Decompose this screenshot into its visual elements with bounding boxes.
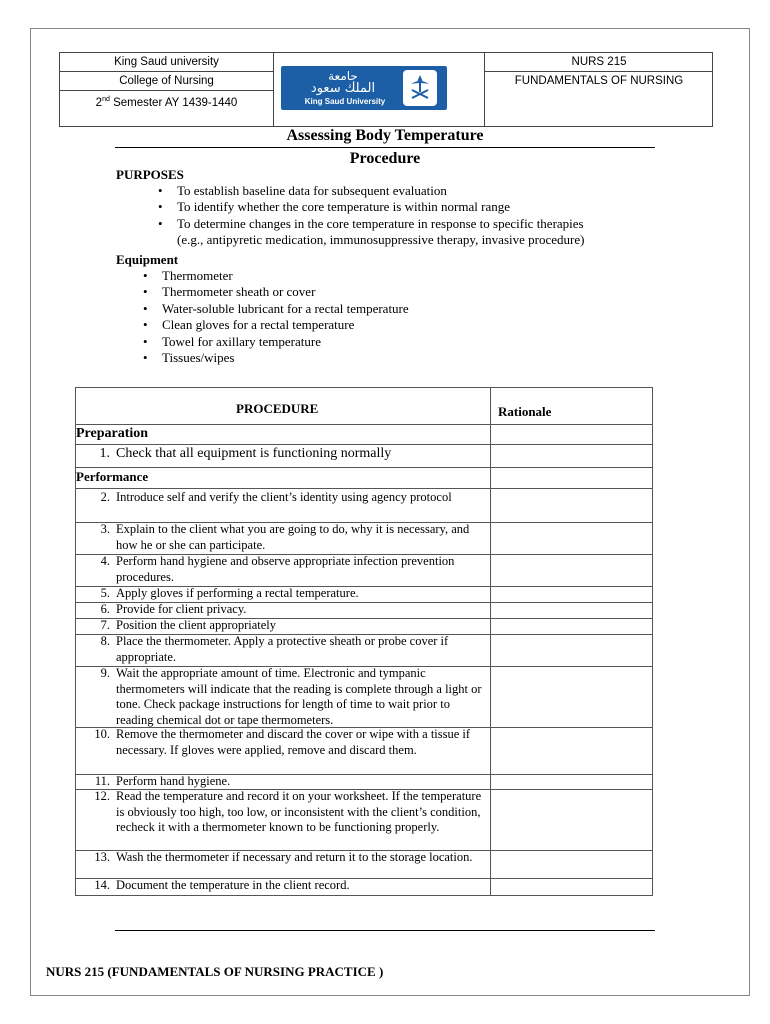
list-item-continuation: (e.g., antipyretic medication, immunosuppressive therapy, invasive procedure) [177, 232, 585, 248]
course-code: NURS 215 [485, 53, 713, 72]
list-item: • To identify whether the core temperature is within normal range [158, 199, 510, 215]
logo-english-text: King Saud University [304, 97, 386, 106]
table-row-divider [76, 444, 652, 445]
equipment-list [138, 268, 538, 366]
list-item: • Water-soluble lubricant for a rectal temperature [143, 300, 409, 316]
list-item: • Tissues/wipes [143, 350, 235, 366]
equipment-heading: Equipment [116, 252, 179, 267]
list-item: • Towel for axillary temperature [143, 333, 321, 349]
institution-block [60, 53, 274, 126]
emblem-icon [403, 70, 437, 106]
preparation-label: Preparation [76, 426, 149, 441]
footer-divider [115, 930, 655, 931]
document-header [59, 52, 713, 127]
course-block [484, 53, 713, 126]
list-item: • To establish baseline data for subsequent evaluation [158, 183, 447, 198]
purposes-list [153, 183, 653, 249]
list-item: • Thermometer [143, 268, 233, 283]
course-name: FUNDAMENTALS OF NURSING [514, 75, 684, 87]
page-footer: NURS 215 (FUNDAMENTALS OF NURSING PRACTICE ) [46, 964, 384, 979]
procedure-column-header: PROCEDURE [236, 401, 319, 416]
column-divider [490, 388, 491, 895]
table-row-divider [76, 488, 652, 489]
performance-label: Performance [76, 469, 149, 484]
purposes-heading: PURPOSES [116, 167, 184, 182]
rationale-column-header: Rationale [498, 404, 552, 419]
university-name: King Saud university [60, 53, 273, 72]
list-item: • Clean gloves for a rectal temperature [143, 317, 355, 333]
title-divider [115, 147, 655, 148]
list-item: • Thermometer sheath or cover [143, 284, 316, 300]
page-title: Assessing Body Temperature [286, 127, 484, 144]
semester-label: 2nd Semester AY 1439-1440 [95, 96, 238, 109]
procedure-table: PROCEDURE Rationale Preparation 1. Check that all equipment is functioning normally Performance 2. Introduce self and verify the client’s identity using agency protocol 3. Explain to the client what you are going to do, why it is necessary, and how he or she can participate. 4. Perform hand hygiene and observe appropriate infection prevention procedures. 5. Apply gloves if performing a rectal temperature. 6. Provide for client privacy. 7. Position the client appropriately 8. Place the thermometer. Apply a protective sheath or probe cover if appropriate. 9. Wait the appropriate amount of time. Electronic and tympanic thermometers will indicate that the reading is complete through a light or tone. Check package instructions for length of time to wait prior to reading chemical dot or tape thermometers. 10. Remove the thermometer and discard the cover or wipe with a tissue if necessary. If gloves were applied, remove and discard them. 11. Perform hand hygiene. 12. Read the temperature and record it on your worksheet. If the temperature is obviously too high, too low, or inconsistent with the client’s condition, recheck it with a thermometer known to be functioning properly. 13. Wash the thermometer if necessary and return it to the storage location. 14. Document the temperature in the client record. [75, 387, 653, 896]
logo-arabic-line1: جامعة [328, 69, 358, 83]
university-logo [273, 53, 484, 126]
page-subtitle: Procedure [349, 150, 421, 167]
list-item: • To determine changes in the core temperature in response to specific therapies [158, 215, 584, 231]
logo-arabic-line2: الملك سعود [310, 81, 376, 96]
logo-badge [281, 66, 447, 110]
table-row-divider [76, 424, 652, 425]
college-name: College of Nursing [60, 72, 273, 91]
table-row-divider [76, 467, 652, 468]
